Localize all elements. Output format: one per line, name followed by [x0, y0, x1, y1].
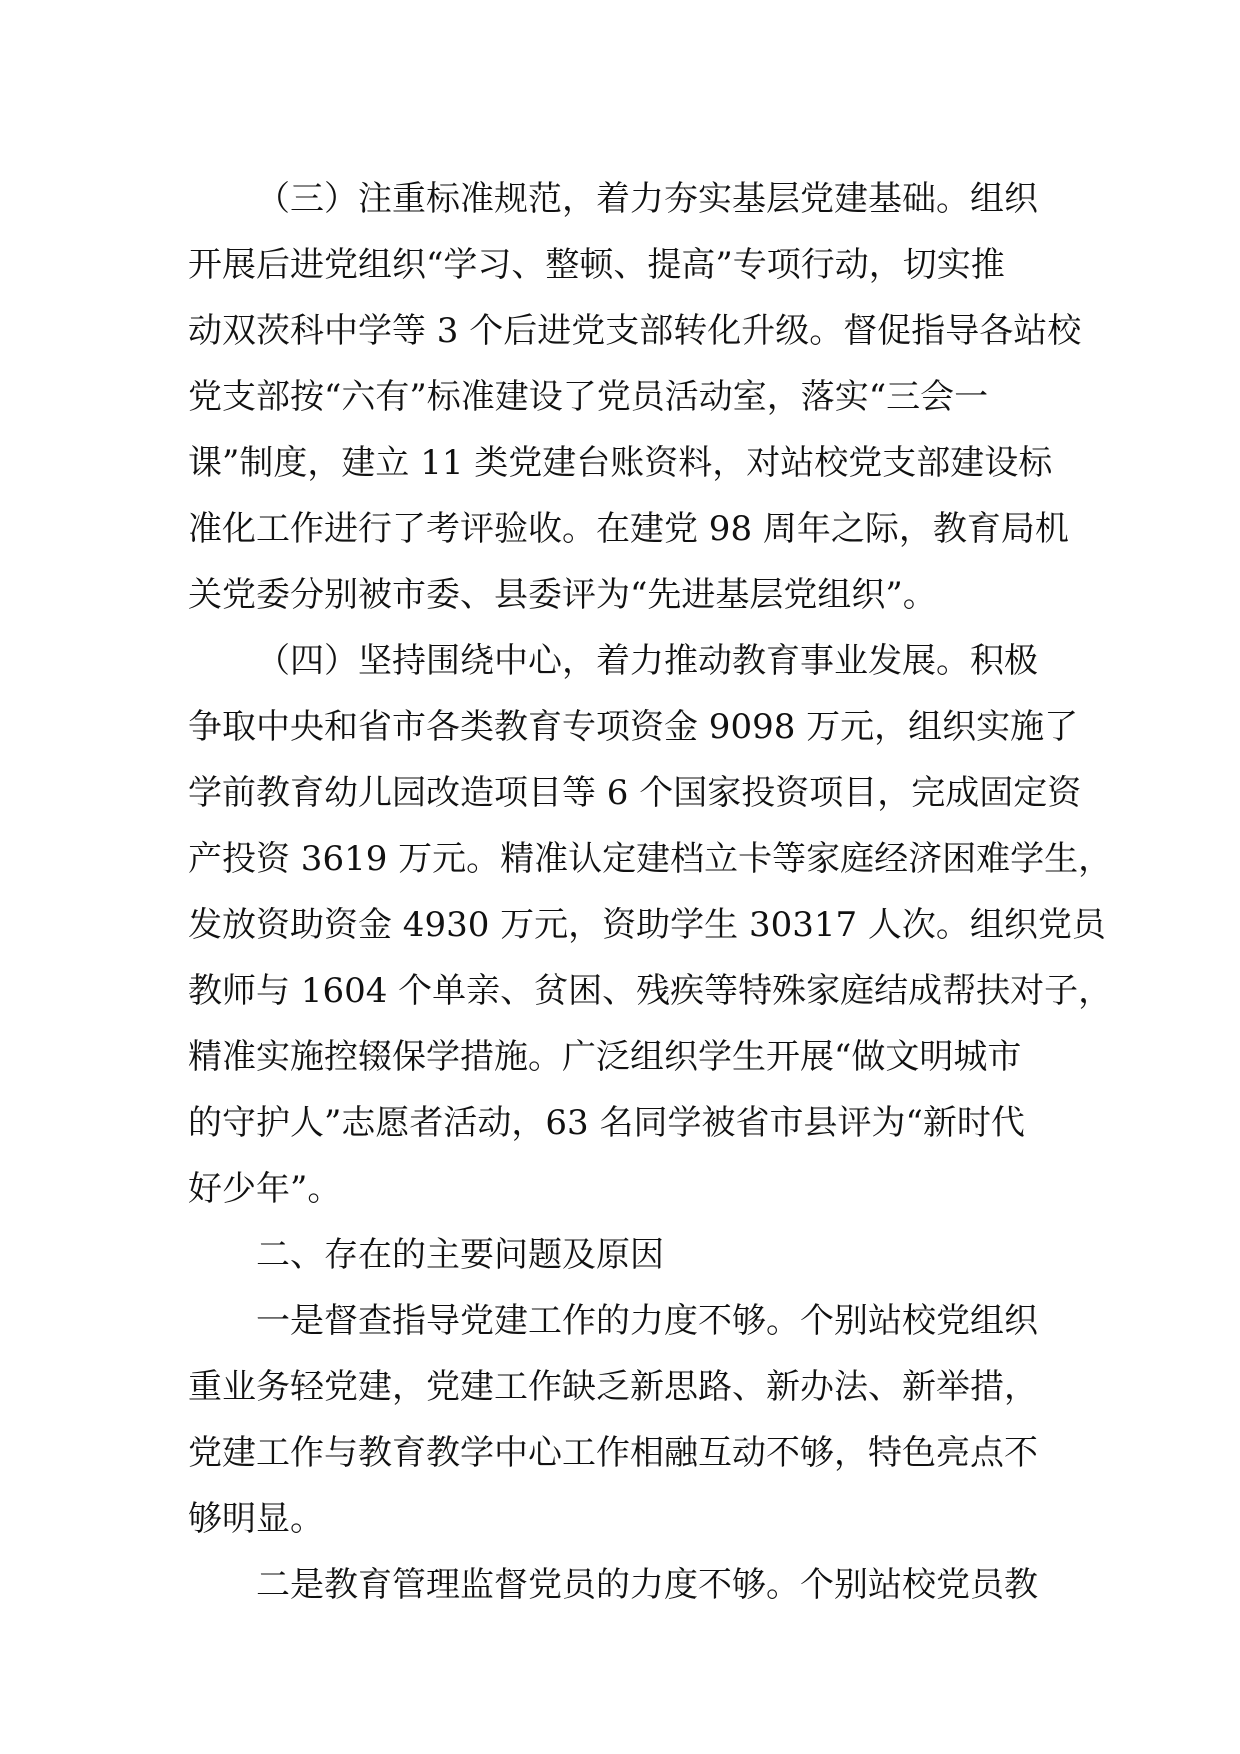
text-line: 争取中央和省市各类教育专项资金 9098 万元，组织实施了: [188, 707, 1079, 747]
text-line: 产投资 3619 万元。精准认定建档立卡等家庭经济困难学生，: [188, 839, 1113, 879]
text-line: 准化工作进行了考评验收。在建党 98 周年之际，教育局机: [188, 509, 1069, 549]
text-line: （三）注重标准规范，着力夯实基层党建基础。组织: [256, 179, 1038, 219]
document-body: [188, 166, 1113, 1618]
text-line: 课”制度，建立 11 类党建台账资料，对站校党支部建设标: [188, 443, 1053, 483]
text-line: 二、存在的主要问题及原因: [256, 1235, 664, 1275]
text-line: 的守护人”志愿者活动，63 名同学被省市县评为“新时代: [188, 1103, 1025, 1143]
text-line: 二是教育管理监督党员的力度不够。个别站校党员教: [256, 1565, 1038, 1605]
text-line: 好少年”。: [188, 1169, 342, 1209]
text-line: 一是督查指导党建工作的力度不够。个别站校党组织: [256, 1301, 1038, 1341]
text-line: 关党委分别被市委、县委评为“先进基层党组织”。: [188, 575, 937, 615]
document-page: [188, 166, 1113, 1618]
text-line: 教师与 1604 个单亲、贫困、残疾等特殊家庭结成帮扶对子，: [188, 971, 1113, 1011]
text-line: 党建工作与教育教学中心工作相融互动不够，特色亮点不: [188, 1433, 1038, 1473]
text-line: 开展后进党组织“学习、整顿、提高”专项行动，切实推: [188, 245, 1005, 285]
text-line: 精准实施控辍保学措施。广泛组织学生开展“做文明城市: [188, 1037, 1022, 1077]
text-line: 够明显。: [188, 1499, 324, 1539]
text-line: 动双茨科中学等 3 个后进党支部转化升级。督促指导各站校: [188, 311, 1082, 351]
text-line: （四）坚持围绕中心，着力推动教育事业发展。积极: [256, 641, 1038, 681]
text-line: 重业务轻党建，党建工作缺乏新思路、新办法、新举措，: [188, 1367, 1038, 1407]
text-line: 学前教育幼儿园改造项目等 6 个国家投资项目，完成固定资: [188, 773, 1082, 813]
text-line: 发放资助资金 4930 万元，资助学生 30317 人次。组织党员: [188, 905, 1106, 945]
text-line: 党支部按“六有”标准建设了党员活动室，落实“三会一: [188, 377, 989, 417]
